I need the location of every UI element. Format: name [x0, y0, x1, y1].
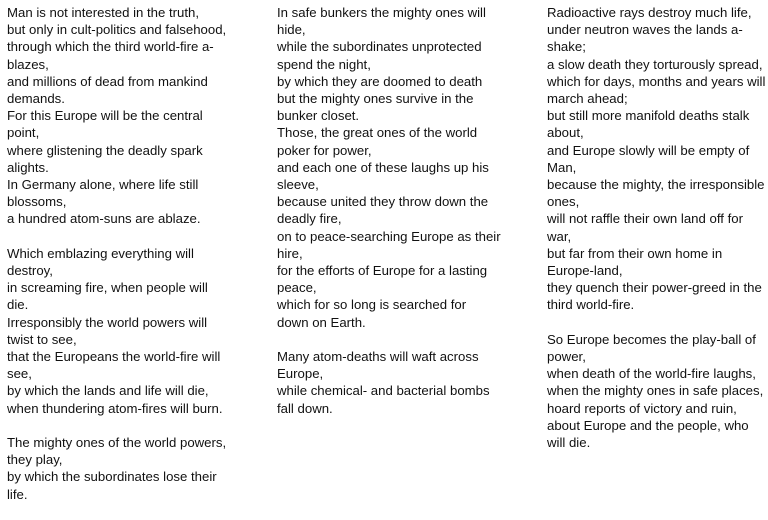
poem-line: by which they are doomed to death [277, 73, 483, 89]
poem-line: when thundering atom-fires will burn. [7, 400, 223, 416]
poem-line: about, [547, 125, 584, 141]
poem-line: and Europe slowly will be empty of [547, 142, 750, 158]
poem-line: march ahead; [547, 91, 628, 107]
poem-line: sleeve, [277, 177, 319, 193]
poem-line: and millions of dead from mankind [7, 73, 208, 89]
poem-line: shake; [547, 39, 586, 55]
poem-line: Man is not interested in the truth, [7, 5, 200, 20]
poem-line: In safe bunkers the mighty ones will [277, 5, 486, 20]
poem-line: in screaming fire, when people will [7, 280, 208, 296]
poem-line: where glistening the deadly spark [7, 142, 203, 158]
poem-line: point, [7, 125, 40, 141]
poem-line: demands. [7, 91, 65, 107]
poem-line: while the subordinates unprotected [277, 39, 482, 55]
poem-line: they play, [7, 452, 63, 468]
poem-line: destroy, [7, 263, 53, 279]
poem-line: hoard reports of victory and ruin, [547, 400, 737, 416]
poem-line: Which emblazing everything will [7, 245, 194, 261]
poem-line: die. [7, 297, 29, 313]
poem-line: Man, [547, 159, 577, 175]
poem-line: power, [547, 349, 586, 365]
poem-line: The mighty ones of the world powers, [7, 435, 227, 451]
poem-stanza [7, 4, 237, 228]
poem-line: which for so long is searched for [277, 297, 467, 313]
poem-line: they quench their power-greed in the [547, 280, 762, 296]
poem-line: twist to see, [7, 331, 77, 347]
poem-line: fall down. [277, 400, 333, 416]
poem-line: life. [7, 486, 28, 502]
poem-line: but far from their own home in [547, 245, 723, 261]
poem-line: Europe, [277, 366, 324, 382]
poem-line: under neutron waves the lands a- [547, 22, 743, 38]
poem-line: but only in cult-politics and falsehood, [7, 22, 227, 38]
poem-line: by which the lands and life will die, [7, 383, 209, 399]
poem-line: because united they throw down the [277, 194, 489, 210]
poem-line: blazes, [7, 56, 49, 72]
poem-line: deadly fire, [277, 211, 342, 227]
poem-line: peace, [277, 280, 317, 296]
poem-line: and each one of these laughs up his [277, 159, 489, 175]
poem-line: a hundred atom-suns are ablaze. [7, 211, 201, 227]
poem-line: see, [7, 366, 32, 382]
poem-stanza [277, 4, 502, 331]
poem-line: that the Europeans the world-fire will [7, 349, 221, 365]
poem-line: Irresponsibly the world powers will [7, 314, 208, 330]
poem-line: down on Earth. [277, 314, 366, 330]
poem-line: will not raffle their own land off for [547, 211, 743, 227]
poem-line: when death of the world-fire laughs, [547, 366, 756, 382]
poem-line: about Europe and the people, who [547, 417, 749, 433]
poem-stanza [547, 331, 765, 451]
poem-line: when the mighty ones in safe places, [547, 383, 764, 399]
poem-stanza [547, 4, 765, 314]
poem-line: Many atom-deaths will waft across [277, 349, 479, 365]
poem-line: hire, [277, 245, 303, 261]
poem-line: alights. [7, 159, 49, 175]
poem-line: by which the subordinates lose their [7, 469, 217, 485]
poem-line: hide, [277, 22, 306, 38]
poem-line: Radioactive rays destroy much life, [547, 5, 752, 20]
poem-line: will die. [547, 435, 591, 451]
poem-line: blossoms, [7, 194, 67, 210]
poem-line: So Europe becomes the play-ball of [547, 331, 756, 347]
poem-line: while chemical- and bacterial bombs [277, 383, 490, 399]
poem-line: In Germany alone, where life still [7, 177, 199, 193]
poem-column-2 [277, 4, 502, 434]
poem-line: poker for power, [277, 142, 372, 158]
poem-line: for the efforts of Europe for a lasting [277, 263, 488, 279]
poem-stanza [7, 245, 237, 417]
poem-line: war, [547, 228, 572, 244]
poem-line: spend the night, [277, 56, 371, 72]
poem-line: through which the third world-fire a- [7, 39, 214, 55]
poem-line: Those, the great ones of the world [277, 125, 478, 141]
poem-stanza [7, 434, 237, 503]
poem-column-3 [547, 4, 765, 468]
poem-line: because the mighty, the irresponsible [547, 177, 765, 193]
poem-stanza [277, 348, 502, 417]
poem-line: on to peace-searching Europe as their [277, 228, 501, 244]
poem-column-1 [7, 4, 237, 520]
poem-line: which for days, months and years will [547, 73, 766, 89]
poem-line: but the mighty ones survive in the [277, 91, 474, 107]
poem-line: a slow death they torturously spread, [547, 56, 763, 72]
poem-line: but still more manifold deaths stalk [547, 108, 750, 124]
poem-line: ones, [547, 194, 580, 210]
poem-line: bunker closet. [277, 108, 360, 124]
poem-line: third world-fire. [547, 297, 635, 313]
poem-line: Europe-land, [547, 263, 623, 279]
poem-line: For this Europe will be the central [7, 108, 203, 124]
